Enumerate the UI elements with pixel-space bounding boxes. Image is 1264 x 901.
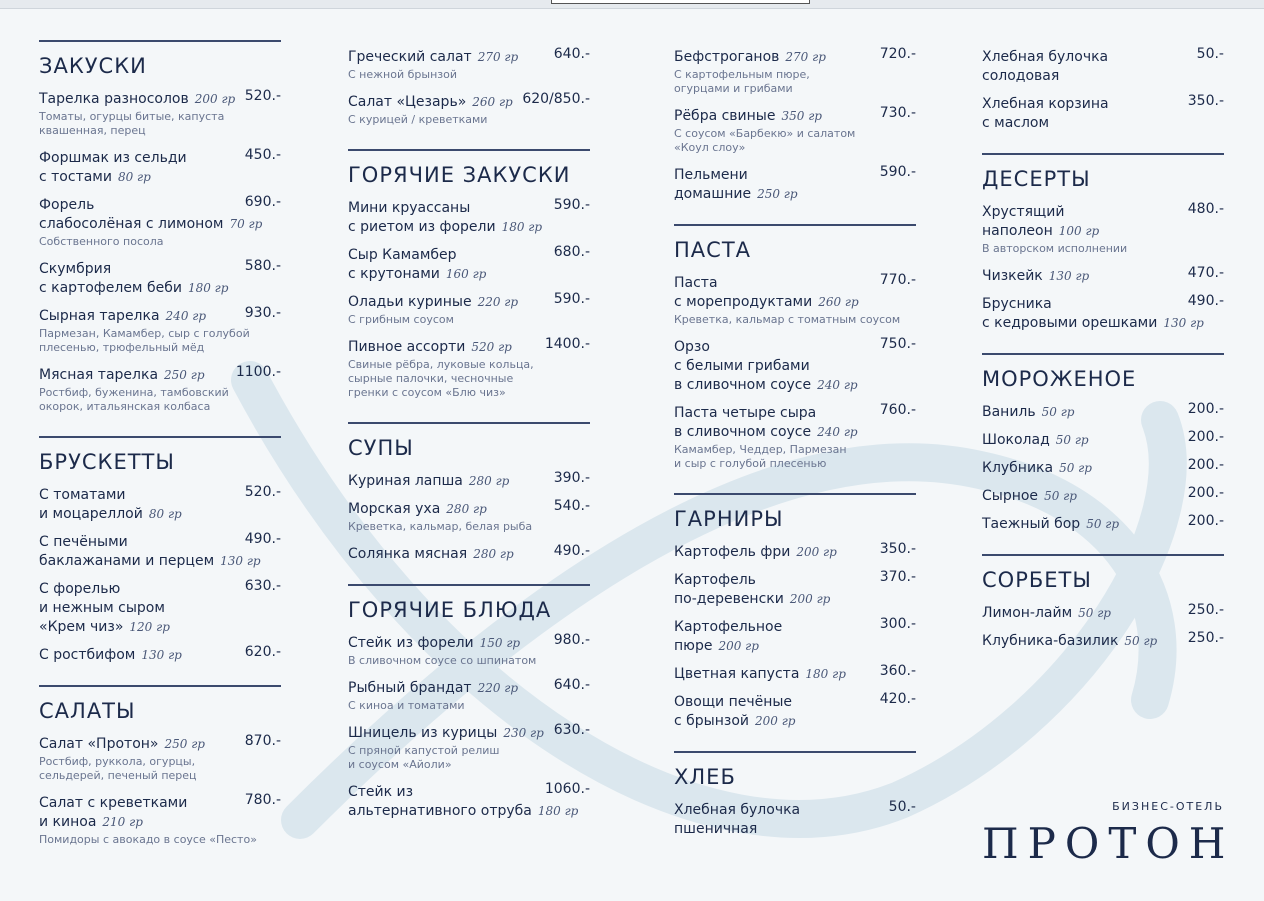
item-price: 640.- bbox=[553, 46, 590, 62]
brand-subtitle: БИЗНЕС-ОТЕЛЬ bbox=[1112, 800, 1224, 813]
menu-item bbox=[674, 799, 916, 837]
item-price: 760.- bbox=[879, 402, 916, 418]
item-price: 350.- bbox=[879, 541, 916, 557]
menu-section bbox=[348, 149, 590, 400]
menu-section bbox=[674, 46, 916, 202]
menu-section bbox=[348, 46, 590, 127]
item-name: Скумбрия с картофелем беби bbox=[39, 261, 182, 296]
item-price: 980.- bbox=[553, 632, 590, 648]
item-weight: 100 гр bbox=[1058, 224, 1100, 238]
menu-item bbox=[348, 91, 590, 127]
item-weight: 230 гр bbox=[503, 726, 544, 740]
item-price: 50.- bbox=[888, 799, 916, 815]
menu-section bbox=[674, 751, 916, 837]
menu-item bbox=[348, 722, 590, 772]
item-price: 680.- bbox=[553, 244, 590, 260]
menu-item bbox=[982, 265, 1224, 284]
menu-item bbox=[348, 677, 590, 713]
item-weight: 50 гр bbox=[1044, 489, 1077, 503]
item-name: Таежный бор bbox=[982, 516, 1081, 532]
menu-column-2 bbox=[348, 46, 590, 841]
item-price: 300.- bbox=[879, 616, 916, 632]
menu-item bbox=[982, 46, 1224, 84]
menu-item bbox=[674, 541, 916, 560]
menu-column-3 bbox=[674, 46, 916, 859]
item-name: Клубника bbox=[982, 460, 1054, 476]
item-name: Клубника-базилик bbox=[982, 633, 1119, 649]
section-divider bbox=[982, 353, 1224, 355]
menu-item bbox=[348, 291, 590, 327]
menu-item bbox=[982, 201, 1224, 256]
item-description: В сливочном соусе со шпинатом bbox=[348, 654, 537, 667]
menu-item bbox=[982, 293, 1224, 331]
menu-item bbox=[674, 663, 916, 682]
item-weight: 240 гр bbox=[165, 309, 207, 323]
item-weight: 50 гр bbox=[1078, 606, 1111, 620]
item-name: Ваниль bbox=[982, 404, 1036, 420]
section-title: ГАРНИРЫ bbox=[674, 507, 784, 531]
top-toolbar bbox=[0, 0, 1264, 9]
item-price: 750.- bbox=[879, 336, 916, 352]
item-description: В авторском исполнении bbox=[982, 242, 1128, 255]
item-description: Ростбиф, руккола, огурцы, сельдерей, печеный перец bbox=[39, 755, 197, 782]
item-description: С грибным соусом bbox=[348, 313, 454, 326]
menu-item bbox=[674, 616, 916, 654]
item-name: Хлебная корзина с маслом bbox=[982, 96, 1109, 131]
menu-section bbox=[348, 422, 590, 562]
item-price: 590.- bbox=[553, 291, 590, 307]
item-weight: 130 гр bbox=[1048, 269, 1090, 283]
item-weight: 280 гр bbox=[473, 547, 514, 561]
item-name: Мини круассаны с риетом из форели bbox=[348, 200, 496, 235]
section-divider bbox=[674, 493, 916, 495]
item-name: Салат «Протон» bbox=[39, 736, 159, 752]
item-price: 370.- bbox=[879, 569, 916, 585]
item-weight: 180 гр bbox=[805, 667, 846, 681]
item-weight: 130 гр bbox=[1163, 316, 1204, 330]
menu-item bbox=[348, 46, 590, 82]
item-price: 480.- bbox=[1187, 201, 1224, 217]
section-title: ГОРЯЧИЕ БЛЮДА bbox=[348, 598, 552, 622]
menu-item bbox=[348, 336, 590, 400]
menu-item bbox=[348, 781, 590, 819]
item-name: Хлебная булочка солодовая bbox=[982, 49, 1109, 84]
item-price: 1400.- bbox=[544, 336, 590, 352]
section-title: ХЛЕБ bbox=[674, 765, 736, 789]
item-price: 770.- bbox=[879, 272, 916, 288]
menu-item bbox=[982, 457, 1224, 476]
item-weight: 130 гр bbox=[141, 648, 182, 662]
item-weight: 260 гр bbox=[818, 295, 859, 309]
menu-item bbox=[982, 630, 1224, 649]
item-price: 450.- bbox=[244, 147, 281, 163]
item-price: 50.- bbox=[1196, 46, 1224, 62]
item-price: 200.- bbox=[1187, 457, 1224, 473]
menu-item bbox=[348, 632, 590, 668]
menu-section bbox=[674, 224, 916, 471]
item-description: Свиные рёбра, луковые кольца, сырные палочки, чесночные гренки с соусом «Блю чиз» bbox=[348, 358, 534, 399]
item-price: 350.- bbox=[1187, 93, 1224, 109]
item-name: Шоколад bbox=[982, 432, 1050, 448]
item-price: 490.- bbox=[1187, 293, 1224, 309]
item-name: Салат с креветками и киноа bbox=[39, 795, 188, 830]
item-weight: 220 гр bbox=[477, 295, 519, 309]
item-name: Стейк из форели bbox=[348, 635, 474, 651]
item-name: Пельмени домашние bbox=[674, 167, 752, 202]
menu-item bbox=[39, 531, 281, 569]
item-weight: 80 гр bbox=[148, 507, 182, 521]
item-name: Бефстроганов bbox=[674, 49, 780, 65]
item-price: 630.- bbox=[244, 578, 281, 594]
item-price: 540.- bbox=[553, 498, 590, 514]
item-weight: 260 гр bbox=[472, 95, 513, 109]
item-price: 1100.- bbox=[235, 364, 281, 380]
menu-item bbox=[39, 194, 281, 249]
item-price: 930.- bbox=[244, 305, 281, 321]
item-name: Картофель фри bbox=[674, 544, 791, 560]
menu-item bbox=[39, 644, 281, 663]
menu-item bbox=[982, 93, 1224, 131]
item-description: Ростбиф, буженина, тамбовский окорок, итальянская колбаса bbox=[39, 386, 229, 413]
item-price: 620.- bbox=[244, 644, 281, 660]
item-name: Рыбный брандат bbox=[348, 680, 472, 696]
item-weight: 200 гр bbox=[789, 592, 831, 606]
item-name: Салат «Цезарь» bbox=[348, 94, 467, 110]
item-name: Картофельное пюре bbox=[674, 619, 783, 654]
item-price: 780.- bbox=[244, 792, 281, 808]
menu-item bbox=[982, 485, 1224, 504]
section-divider bbox=[348, 149, 590, 151]
item-name: Шницель из курицы bbox=[348, 725, 498, 741]
item-name: С печёными баклажанами и перцем bbox=[39, 534, 215, 569]
item-price: 200.- bbox=[1187, 485, 1224, 501]
item-description: С соусом «Барбекю» и салатом «Коул слоу» bbox=[674, 127, 856, 154]
item-weight: 50 гр bbox=[1086, 517, 1120, 531]
item-weight: 520 гр bbox=[471, 340, 512, 354]
item-name: Морская уха bbox=[348, 501, 441, 517]
item-weight: 220 гр bbox=[477, 681, 519, 695]
item-name: Форшмак из сельди с тостами bbox=[39, 150, 187, 185]
menu-section bbox=[39, 436, 281, 663]
section-title: МОРОЖЕНОЕ bbox=[982, 367, 1137, 391]
item-weight: 240 гр bbox=[817, 378, 858, 392]
item-name: С форелью и нежным сыром «Крем чиз» bbox=[39, 581, 165, 635]
item-description: Камамбер, Чеддер, Пармезан и сыр с голубой плесенью bbox=[674, 443, 847, 470]
item-price: 580.- bbox=[244, 258, 281, 274]
item-weight: 130 гр bbox=[220, 554, 261, 568]
item-price: 200.- bbox=[1187, 429, 1224, 445]
section-divider bbox=[348, 422, 590, 424]
section-title: ДЕСЕРТЫ bbox=[982, 167, 1091, 191]
item-weight: 200 гр bbox=[796, 545, 837, 559]
item-name: Сырное bbox=[982, 488, 1039, 504]
section-title: ГОРЯЧИЕ ЗАКУСКИ bbox=[348, 163, 571, 187]
section-divider bbox=[39, 685, 281, 687]
menu-item bbox=[39, 147, 281, 185]
item-weight: 350 гр bbox=[781, 109, 822, 123]
item-price: 590.- bbox=[553, 197, 590, 213]
menu-item bbox=[674, 272, 916, 327]
item-name: Цветная капуста bbox=[674, 666, 800, 682]
menu-section bbox=[982, 554, 1224, 649]
menu-section bbox=[982, 46, 1224, 131]
menu-item bbox=[39, 258, 281, 296]
menu-item bbox=[982, 429, 1224, 448]
section-title: СОРБЕТЫ bbox=[982, 568, 1092, 592]
item-name: Картофель по-деревенски bbox=[674, 572, 784, 607]
menu-item bbox=[348, 244, 590, 282]
item-price: 490.- bbox=[553, 543, 590, 559]
menu-column-1 bbox=[39, 40, 281, 869]
menu-item bbox=[982, 602, 1224, 621]
item-description: Собственного посола bbox=[39, 235, 164, 248]
menu-item bbox=[348, 543, 590, 562]
item-description: С курицей / креветками bbox=[348, 113, 488, 126]
item-weight: 200 гр bbox=[194, 92, 236, 106]
item-name: Греческий салат bbox=[348, 49, 472, 65]
item-weight: 150 гр bbox=[479, 636, 521, 650]
item-price: 630.- bbox=[553, 722, 590, 738]
item-weight: 80 гр bbox=[117, 170, 151, 184]
item-price: 470.- bbox=[1187, 265, 1224, 281]
item-weight: 50 гр bbox=[1055, 433, 1089, 447]
item-name: Сыр Камамбер с крутонами bbox=[348, 247, 457, 282]
menu-section bbox=[39, 40, 281, 414]
item-name: Пивное ассорти bbox=[348, 339, 466, 355]
item-name: Форель слабосолёная с лимоном bbox=[39, 197, 224, 232]
item-weight: 200 гр bbox=[754, 714, 796, 728]
item-description: Пармезан, Камамбер, сыр с голубой плесенью, трюфельный мёд bbox=[39, 327, 250, 354]
item-price: 620/850.- bbox=[522, 91, 590, 107]
item-name: Орзо с белыми грибами в сливочном соусе bbox=[674, 339, 812, 393]
item-description: Томаты, огурцы битые, капуста квашенная, перец bbox=[39, 110, 225, 137]
item-weight: 50 гр bbox=[1124, 634, 1158, 648]
toolbar-tab[interactable] bbox=[551, 0, 810, 4]
item-weight: 210 гр bbox=[102, 815, 143, 829]
hotel-brand bbox=[982, 800, 1235, 869]
item-name: Солянка мясная bbox=[348, 546, 468, 562]
item-price: 590.- bbox=[879, 164, 916, 180]
item-name: Рёбра свиные bbox=[674, 108, 776, 124]
item-weight: 180 гр bbox=[501, 220, 543, 234]
menu-item bbox=[348, 498, 590, 534]
item-weight: 280 гр bbox=[468, 474, 510, 488]
item-price: 250.- bbox=[1187, 602, 1224, 618]
item-description: Креветка, кальмар, белая рыба bbox=[348, 520, 533, 533]
item-weight: 200 гр bbox=[718, 639, 759, 653]
item-name: Стейк из альтернативного отруба bbox=[348, 784, 532, 819]
section-divider bbox=[982, 554, 1224, 556]
item-weight: 50 гр bbox=[1059, 461, 1092, 475]
item-weight: 250 гр bbox=[164, 737, 205, 751]
menu-section bbox=[982, 153, 1224, 331]
item-weight: 250 гр bbox=[164, 368, 205, 382]
item-price: 1060.- bbox=[544, 781, 590, 797]
item-price: 730.- bbox=[879, 105, 916, 121]
item-price: 690.- bbox=[244, 194, 281, 210]
item-weight: 280 гр bbox=[446, 502, 487, 516]
item-name: Оладьи куриные bbox=[348, 294, 472, 310]
item-name: С ростбифом bbox=[39, 647, 136, 663]
section-divider bbox=[674, 224, 916, 226]
item-description: Помидоры с авокадо в соусе «Песто» bbox=[39, 833, 257, 846]
item-weight: 70 гр bbox=[229, 217, 263, 231]
menu-item bbox=[39, 733, 281, 783]
item-name: Мясная тарелка bbox=[39, 367, 159, 383]
item-description: С картофельным пюре, огурцами и грибами bbox=[674, 68, 810, 95]
section-title: ЗАКУСКИ bbox=[39, 54, 147, 78]
menu-item bbox=[39, 364, 281, 414]
section-title: СУПЫ bbox=[348, 436, 414, 460]
menu-item bbox=[982, 401, 1224, 420]
section-divider bbox=[982, 153, 1224, 155]
item-description: С нежной брынзой bbox=[348, 68, 457, 81]
item-name: Куриная лапша bbox=[348, 473, 463, 489]
item-name: Хрустящий наполеон bbox=[982, 204, 1065, 239]
item-name: Сырная тарелка bbox=[39, 308, 160, 324]
menu-item bbox=[39, 792, 281, 847]
item-price: 720.- bbox=[879, 46, 916, 62]
menu-item bbox=[674, 402, 916, 471]
item-name: С томатами и моцареллой bbox=[39, 487, 143, 522]
item-weight: 160 гр bbox=[445, 267, 487, 281]
item-name: Хлебная булочка пшеничная bbox=[674, 802, 801, 837]
section-title: БРУСКЕТТЫ bbox=[39, 450, 175, 474]
menu-section bbox=[39, 685, 281, 847]
item-description: С пряной капустой релиш и соусом «Айоли» bbox=[348, 744, 500, 771]
menu-item bbox=[674, 164, 916, 202]
menu-item bbox=[39, 578, 281, 635]
item-price: 390.- bbox=[553, 470, 590, 486]
section-title: ПАСТА bbox=[674, 238, 752, 262]
section-divider bbox=[39, 436, 281, 438]
item-price: 640.- bbox=[553, 677, 590, 693]
item-name: Паста четыре сыра в сливочном соусе bbox=[674, 405, 817, 440]
item-description: С киноа и томатами bbox=[348, 699, 465, 712]
menu-item bbox=[348, 197, 590, 235]
menu-section bbox=[348, 584, 590, 819]
section-divider bbox=[674, 751, 916, 753]
item-weight: 240 гр bbox=[817, 425, 858, 439]
item-weight: 250 гр bbox=[757, 187, 798, 201]
menu-column-4 bbox=[982, 46, 1224, 671]
menu-item bbox=[674, 336, 916, 393]
item-weight: 120 гр bbox=[129, 620, 170, 634]
item-name: Лимон-лайм bbox=[982, 605, 1073, 621]
menu-item bbox=[674, 569, 916, 607]
item-price: 200.- bbox=[1187, 401, 1224, 417]
menu-item bbox=[674, 46, 916, 96]
item-price: 420.- bbox=[879, 691, 916, 707]
section-title: САЛАТЫ bbox=[39, 699, 136, 723]
item-name: Чизкейк bbox=[982, 268, 1043, 284]
item-description: Креветка, кальмар с томатным соусом bbox=[674, 313, 901, 326]
menu-item bbox=[348, 470, 590, 489]
item-weight: 270 гр bbox=[785, 50, 826, 64]
section-divider bbox=[39, 40, 281, 42]
item-price: 250.- bbox=[1187, 630, 1224, 646]
item-price: 360.- bbox=[879, 663, 916, 679]
item-weight: 50 гр bbox=[1041, 405, 1075, 419]
item-weight: 180 гр bbox=[537, 804, 579, 818]
brand-name: ПРОТОН bbox=[982, 819, 1235, 868]
menu-item bbox=[982, 513, 1224, 532]
item-price: 870.- bbox=[244, 733, 281, 749]
menu-section bbox=[674, 493, 916, 729]
item-weight: 180 гр bbox=[187, 281, 229, 295]
item-weight: 270 гр bbox=[477, 50, 519, 64]
menu-item bbox=[39, 88, 281, 138]
menu-item bbox=[39, 305, 281, 355]
item-name: Овощи печёные с брынзой bbox=[674, 694, 793, 729]
item-name: Паста с морепродуктами bbox=[674, 275, 813, 310]
item-name: Брусника с кедровыми орешками bbox=[982, 296, 1158, 331]
item-price: 490.- bbox=[244, 531, 281, 547]
item-price: 200.- bbox=[1187, 513, 1224, 529]
item-price: 520.- bbox=[244, 88, 281, 104]
item-name: Тарелка разносолов bbox=[39, 91, 189, 107]
menu-item bbox=[39, 484, 281, 522]
menu-section bbox=[982, 353, 1224, 532]
item-price: 520.- bbox=[244, 484, 281, 500]
menu-item bbox=[674, 105, 916, 155]
section-divider bbox=[348, 584, 590, 586]
menu-item bbox=[674, 691, 916, 729]
